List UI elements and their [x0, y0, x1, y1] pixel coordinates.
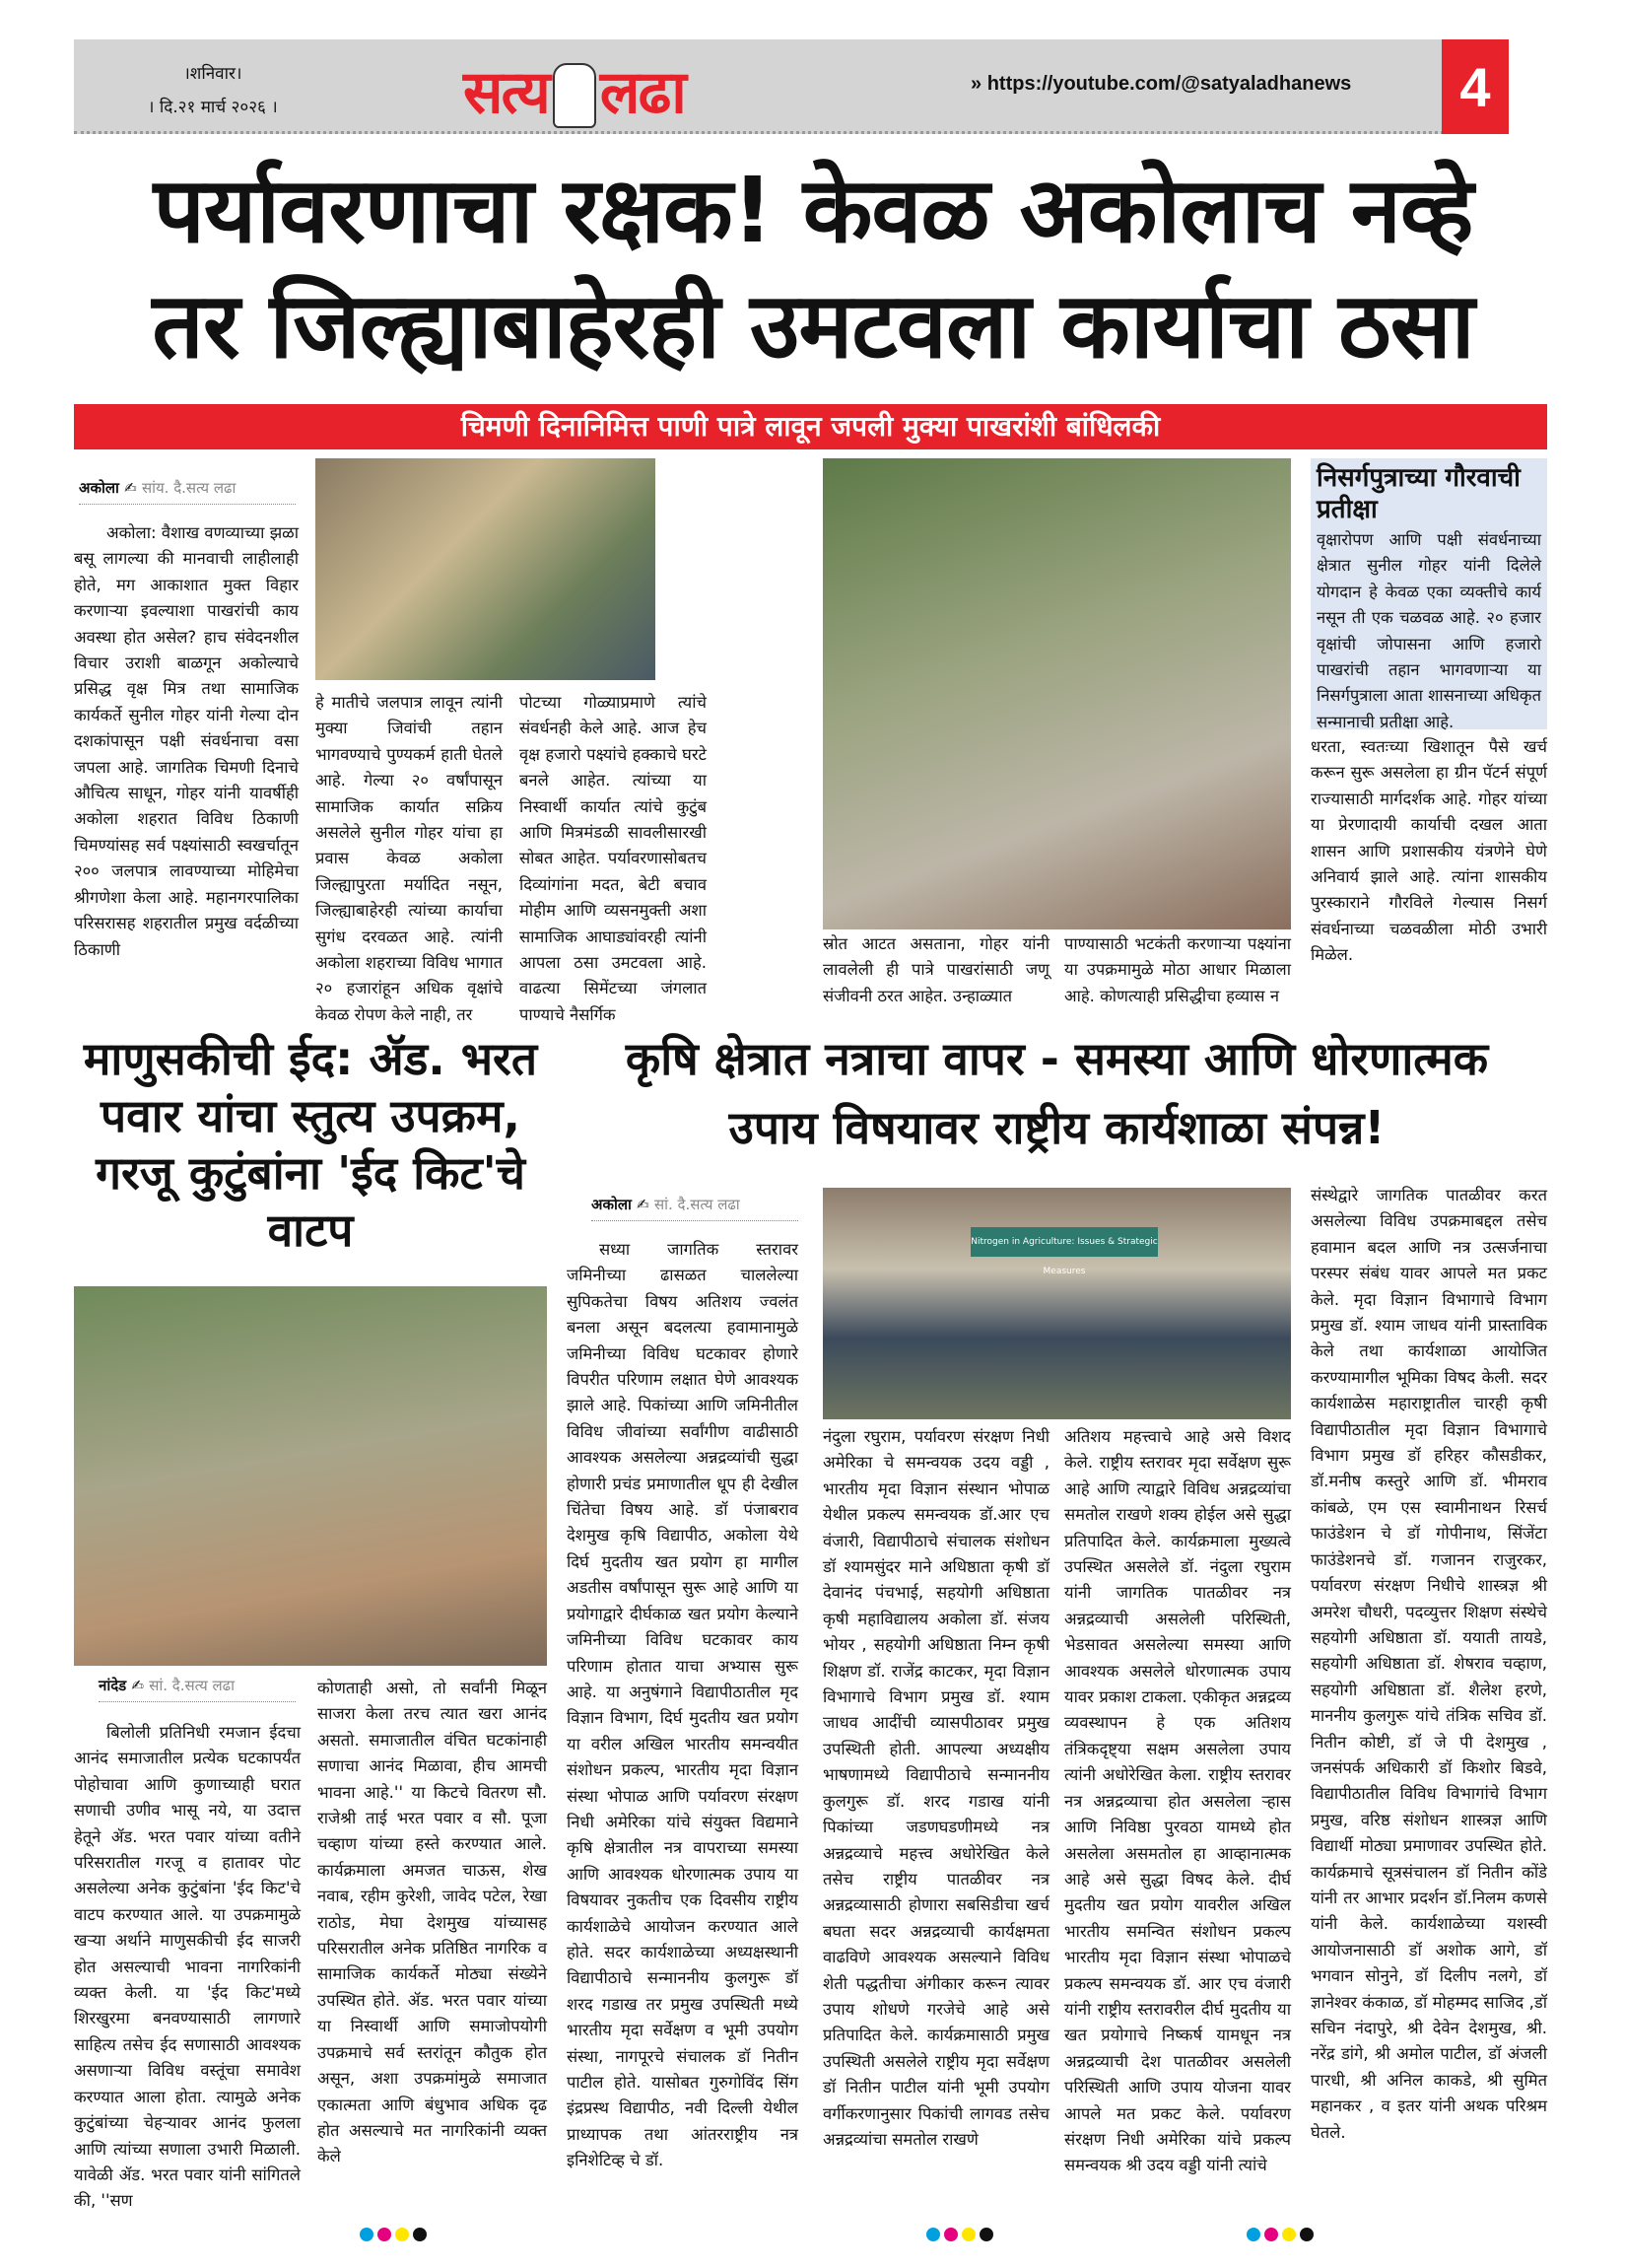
headline-line-2: तर जिल्ह्याबाहेरही उमटवला कार्याचा ठसा — [152, 273, 1474, 378]
workshop-banner: Nitrogen in Agriculture: Issues & Strategic Measures — [971, 1227, 1158, 1257]
photo-gohar-family — [315, 458, 655, 680]
subheadline-banner: चिमणी दिनानिमित्त पाणी पात्रे लावून जपली मुक्या पाखरांशी बांधिलकी — [74, 404, 1547, 449]
article-column: हे मातीचे जलपात्र लावून त्यांनी मुक्या जिवांची तहान भागवण्याचे पुण्यकर्म हाती घेतले आहे. गेल्या २० वर्षांपासून सामाजिक कार्यात सक्रिय असलेले सुनील गोहर यांचा हा प्रवास केवळ अकोला जिल्ह्यापुरता मर्यादित नसून, जिल्ह्याबाहेरही त्यांच्या कार्याचा सुगंध दरवळत आहे. त्यांनी अकोला शहराच्या विविध भागात २० हजारांहून अधिक वृक्षांचे केवळ रोपण केले नाही, तर — [315, 693, 503, 1024]
article2-headline: माणुसकीची ईद: ॲड. भरत पवार यांचा स्तुत्य उपक्रम, गरजू कुटुंबांना 'ईद किट'चे वाटप — [83, 1032, 538, 1257]
byline: अकोला ✍ सां. दै.सत्य लढा — [591, 1195, 798, 1221]
double-chevron-icon: » — [971, 73, 987, 95]
photo-workshop — [823, 1188, 1291, 1419]
sidebar-body: धरता, स्वतःच्या खिशातून पैसे खर्च करून सुरू असलेला हा ग्रीन पॅटर्न संपूर्ण राज्यासाठी मार्गदर्शक आहे. गोहर यांच्या या प्रेरणादायी कार्याची दखल आता शासन आणि प्रशासकीय यंत्रणेने घेणे अनिवार्य झाले आहे. त्यांना शासकीय पुरस्काराने गौरविले गेल्यास निसर्ग संवर्धनाच्या चळवळीला मोठी उभारी मिळेल. — [1311, 737, 1547, 965]
article3-headline-line-1: कृषि क्षेत्रात नत्राचा वापर - समस्या आणि धोरणात्मक — [625, 1032, 1489, 1085]
sidebar-title: निसर्गपुत्राच्या गौरवाची प्रतीक्षा — [1317, 463, 1521, 524]
youtube-url: https://youtube.com/@satyaladhanews — [986, 73, 1352, 95]
article-column: स्रोत आटत असताना, गोहर यांनी लावलेली ही पात्रे पाखरांसाठी जणू संजीवनी ठरत आहेत. उन्हाळ्यात — [823, 934, 1049, 1005]
page-number: 4 — [1442, 39, 1509, 134]
article-column: संस्थेद्वारे जागतिक पातळीवर करत असलेल्या विविध उपक्रमाबद्दल तसेच हवामान बदल आणि नत्र उत्सर्जनाचा परस्पर संबंध यावर आपले मत प्रकट केले. मृदा विज्ञान विभागाचे विभाग प्रमुख डॉ. श्याम जाधव यांनी प्रास्ताविक केले तथा कार्यशाळा आयोजित करण्यामागील भूमिका विषद केली. सदर कार्यशाळेस महाराष्ट्रातील चारही कृषी विद्यापीठातील मृदा विज्ञान विभागाचे विभाग प्रमुख डॉ हरिहर कौसडीकर, डॉ.मनीष कस्तुरे आणि डॉ. भीमराव कांबळे, एम एस स्वामीनाथन रिसर्च फाउंडेशन चे डॉ गोपीनाथ, सिंजेंटा फाउंडेशनचे डॉ. गजानन राजुरकर, पर्यावरण संरक्षण निधीचे शास्त्रज्ञ श्री अमरेश चौधरी, पदव्युत्तर शिक्षण संस्थेचे सहयोगी अधिष्ठाता डॉ. ययाती तायडे, सहयोगी अधिष्ठाता डॉ. शेषराव चव्हाण, सहयोगी अधिष्ठाता डॉ. शैलेश हरणे, माननीय कुलगुरू यांचे तंत्रिक सचिव डॉ. नितीन कोष्टी, डॉ जे पी देशमुख , जनसंपर्क अधिकारी डॉ किशोर बिडवे, विद्यापीठातील विविध विभागांचे विभाग प्रमुख, वरिष्ठ संशोधन शास्त्रज्ञ आणि विद्यार्थी मोठ्या प्रमाणावर उपस्थित होते. कार्यक्रमाचे सूत्रसंचालन डॉ नितीन कोंडे यांनी तर आभार प्रदर्शन डॉ.निलम कणसे यांनी केले. कार्यशाळेच्या यशस्वी आयोजनासाठी डॉ अशोक आगे, डॉ भगवान सोनुने, डॉ दिलीप नलगे, डॉ ज्ञानेश्वर कंकाळ, डॉ मोहम्मद साजिद ,डॉ सचिन नंदापुरे, श्री देवेन देशमुख, श्री. नरेंद्र डांगे, श्री अमोल पाटील, डॉ अंजली पारधी, श्री अनिल काकडे, श्री सुमित महानकर , व इतर यांनी अथक परिश्रम घेतले. — [1311, 1186, 1547, 2142]
article-column: नंदुला रघुराम, पर्यावरण संरक्षण निधी अमेरिका चे समन्वयक उदय वड्डी , भारतीय मृदा विज्ञान संस्थान भोपाळ येथील प्रकल्प समन्वयक डॉ.आर एच वंजारी, विद्यापीठाचे संचालक संशोधन डॉ श्यामसुंदर माने अधिष्ठाता कृषी डॉ देवानंद पंचभाई, सहयोगी अधिष्ठाता कृषी महाविद्यालय अकोला डॉ. संजय भोयर , सहयोगी अधिष्ठाता निम्न कृषी शिक्षण डॉ. राजेंद्र काटकर, मृदा विज्ञान विभागाचे विभाग प्रमुख डॉ. श्याम जाधव आदींची व्यासपीठावर प्रमुख उपस्थिती होती. आपल्या अध्यक्षीय भाषणामध्ये विद्यापीठाचे सन्माननीय कुलगुरू डॉ. शरद गडाख यांनी पिकांच्या जडणघडणीमध्ये नत्र अन्नद्रव्याचे महत्त्व अधोरेखित केले तसेच राष्ट्रीय पातळीवर नत्र अन्नद्रव्यासाठी होणारा सबसिडीचा खर्च बघता सदर अन्नद्रव्याची कार्यक्षमता वाढविणे आवश्यक असल्याने विविध शेती पद्धतीचा अंगीकार करून त्यावर उपाय शोधणे गरजेचे आहे असे प्रतिपादित केले. कार्यक्रमासाठी प्रमुख उपस्थिती असलेले राष्ट्रीय मृदा सर्वेक्षण डॉ नितीन पाटील यांनी भूमी उपयोग वर्गीकरणानुसार पिकांची लागवड तसेच अन्नद्रव्यांचा समतोल राखणे — [823, 1427, 1049, 2149]
article3-headline-line-2: उपाय विषयावर राष्ट्रीय कार्यशाळा संपन्न! — [728, 1101, 1386, 1154]
photo-tree-waterpot — [823, 458, 1291, 929]
article-column: अकोला: वैशाख वणव्याच्या झळा बसू लागल्या की मानवाची लाहीलाही होते, मग आकाशात मुक्त विहार करणाऱ्या इवल्याशा पाखरांची काय अवस्था होत असेल? हाच संवेदनशील विचार उराशी बाळगून अकोल्याचे प्रसिद्ध वृक्ष मित्र तथा सामाजिक कार्यकर्ते सुनील गोहर यांनी गेल्या दोन दशकांपासून पक्षी संवर्धनाचा वसा जपला आहे. जागतिक चिमणी दिनाचे औचित्य साधून, गोहर यांनी यावर्षीही अकोला शहरात विविध ठिकाणी चिमण्यांसह सर्व पक्ष्यांसाठी स्वखर्चातून २०० जलपात्र लावण्याच्या मोहिमेचा श्रीगणेशा केला आहे. महानगरपालिका परिसरासह शहरातील प्रमुख वर्दळीच्या ठिकाणी — [74, 523, 299, 959]
day-label: ।शनिवार। — [183, 64, 242, 84]
masthead-date — [148, 57, 278, 124]
article-column: पोटच्या गोळ्याप्रमाणे त्यांचे संवर्धनही केले आहे. आज हेच वृक्ष हजारो पक्ष्यांचे हक्काचे घरटे बनले आहेत. त्यांच्या या निस्वार्थी कार्यात त्यांचे कुटुंब आणि मित्रमंडळी सावलीसारखी सोबत आहेत. पर्यावरणासोबतच दिव्यांगांना मदत, बेटी बचाव मोहीम आणि व्यसनमुक्ती अशा सामाजिक आघाड्यांवरही त्यांनी आपला ठसा उमटवला आहे. वाढत्या सिमेंटच्या जंगलात पाण्याचे नैसर्गिक — [519, 693, 707, 1024]
article-column: अतिशय महत्त्वाचे आहे असे विशद केले. राष्ट्रीय स्तरावर मृदा सर्वेक्षण सुरू आहे आणि त्याद्वारे विविध अन्नद्रव्यांचा समतोल राखणे शक्य होईल असे सुद्धा प्रतिपादित केले. कार्यक्रमाला मुख्यत्वे उपस्थित असलेले डॉ. नंदुला रघुराम यांनी जागतिक पातळीवर नत्र अन्नद्रव्याची असलेली परिस्थिती, भेडसावत असलेल्या समस्या आणि आवश्यक असलेले धोरणात्मक उपाय यावर प्रकाश टाकला. एकीकृत अन्नद्रव्य व्यवस्थापन हे एक अतिशय तंत्रिकदृष्ट्या सक्षम असलेला उपाय त्यांनी अधोरेखित केला. राष्ट्रीय स्तरावर नत्र अन्नद्रव्याचा होत असलेला ऱ्हास आणि निविष्ठा पुरवठा यामध्ये होत असलेला असमतोल हा आव्हानात्मक आहे असे सुद्धा विषद केले. दीर्घ मुदतीय खत प्रयोग यावरील अखिल भारतीय समन्वित संशोधन प्रकल्प भारतीय मृदा विज्ञान संस्था भोपाळचे प्रकल्प समन्वयक डॉ. आर एच वंजारी यांनी राष्ट्रीय स्तरावरील दीर्घ मुदतीय या खत प्रयोगाचे निष्कर्ष यामधून नत्र अन्नद्रव्याची देश पातळीवर असलेली परिस्थिती आणि उपाय योजना यावर आपले मत प्रकट केले. पर्यावरण संरक्षण निधी अमेरिका यांचे प्रकल्प समन्वयक श्री उदय वड्डी यांनी त्यांचे — [1064, 1427, 1291, 2175]
sidebar-highlight: वृक्षारोपण आणि पक्षी संवर्धनाच्या क्षेत्रात सुनील गोहर यांनी दिलेले योगदान हे केवळ एका व्यक्तीचे कार्य नसून ती एक चळवळ आहे. २० हजार वृक्षांची जोपासना आणि हजारो पाखरांची तहान भागवणाऱ्या या निसर्गपुत्राला आता शासनाच्या अधिकृत सन्मानाची प्रतीक्षा आहे. — [1317, 530, 1541, 731]
registration-marks — [926, 2228, 993, 2241]
headline-line-1: पर्यावरणाचा रक्षक! केवळ अकोलाच नव्हे — [153, 158, 1473, 263]
byline: अकोला ✍ सांय. दै.सत्य लढा — [79, 478, 296, 505]
newspaper-logo: सत्य लढा — [463, 58, 685, 127]
byline: नांदेड ✍ सां. दै.सत्य लढा — [99, 1676, 296, 1702]
date-label: । दि.२१ मार्च २०२६ । — [148, 98, 278, 117]
article-column: बिलोली प्रतिनिधी रमजान ईदचा आनंद समाजातील प्रत्येक घटकापर्यंत पोहोचावा आणि कुणाच्याही घरात सणाची उणीव भासू नये, या उदात्त हेतूने ॲड. भरत पवार यांच्या वतीने परिसरातील गरजू व हातावर पोट असलेल्या अनेक कुटुंबांना 'ईद किट'चे वाटप करण्यात आले. या उपक्रमामुळे खऱ्या अर्थाने माणुसकीची ईद साजरी होत असल्याची भावना नागरिकांनी व्यक्त केली. या 'ईद किट'मध्ये शिरखुरमा बनवण्यासाठी लागणारे साहित्य तसेच ईद सणासाठी आवश्यक असणाऱ्या विविध वस्तूंचा समावेश करण्यात आला होता. त्यामुळे अनेक कुटुंबांच्या चेहऱ्यावर आनंद फुलला आणि त्यांच्या सणाला उभारी मिळाली. यावेळी ॲड. भरत पवार यांनी सांगितले की, ''सण — [74, 1723, 301, 2211]
fist-icon — [553, 63, 596, 128]
article-column: सध्या जागतिक स्तरावर जमिनीच्या ढासळत चाललेल्या सुपिकतेचा विषय अतिशय ज्वलंत बनला असून बदलत्या हवामानामुळे जमिनीच्या विविध घटकावर होणारे विपरीत परिणाम लक्षात घेणे आवश्यक झाले आहे. पिकांच्या आणि जमिनीतील विविध जीवांच्या सर्वांगीण वाढीसाठी आवश्यक असलेल्या अन्नद्रव्यांची सुद्धा होणारी प्रचंड प्रमाणातील धूप ही देखील चिंतेचा विषय आहे. डॉ पंजाबराव देशमुख कृषि विद्यापीठ, अकोला येथे दिर्घ मुदतीय खत प्रयोग हा मागील अडतीस वर्षांपासून सुरू आहे आणि या प्रयोगाद्वारे दीर्घकाळ खत प्रयोग केल्याने जमिनीच्या विविध घटकावर काय परिणाम होतात याचा अभ्यास सुरू आहे. या अनुषंगाने विद्यापीठातील मृद विज्ञान विभाग, दिर्घ मुदतीय खत प्रयोग या वरील अखिल भारतीय समन्वयीत संशोधन प्रकल्प, भारतीय मृदा विज्ञान संस्था भोपाळ आणि पर्यावरण संरक्षण निधी अमेरिका यांचे संयुक्त विद्यमाने कृषि क्षेत्रातील नत्र वापराच्या समस्या आणि आवश्यक धोरणात्मक उपाय या विषयावर नुकतीच एक दिवसीय राष्ट्रीय कार्यशाळेचे आयोजन करण्यात आले होते. सदर कार्यशाळेच्या अध्यक्षस्थानी विद्यापीठाचे सन्माननीय कुलगुरू डॉ शरद गडाख तर प्रमुख उपस्थिती मध्ये भारतीय मृदा सर्वेक्षण व भूमी उपयोग संस्था, नागपूरचे संचालक डॉ नितीन पाटील होते. यासोबत गुरुगोविंद सिंग इंद्रप्रस्थ विद्यापीठ, नवी दिल्ली येथील प्राध्यापक तथा आंतरराष्ट्रीय नत्र इनिशेटिव्ह चे डॉ. — [567, 1240, 798, 2170]
registration-marks — [1247, 2228, 1314, 2241]
article-column: कोणताही असो, तो सर्वांनी मिळून साजरा केला तरच त्यात खरा आनंद असतो. समाजातील वंचित घटकांनाही सणाचा आनंद मिळावा, हीच आमची भावना आहे.'' या किटचे वितरण सौ. राजेश्री ताई भरत पवार व सौ. पूजा चव्हाण यांच्या हस्ते करण्यात आले. कार्यक्रमाला अमजत चाऊस, शेख नवाब, रहीम कुरेशी, जावेद पटेल, रेखा राठोड, मेघा देशमुख यांच्यासह परिसरातील अनेक प्रतिष्ठित नागरिक व सामाजिक कार्यकर्ते मोठ्या संख्येने उपस्थित होते. ॲड. भरत पवार यांच्या या निस्वार्थी आणि समाजोपयोगी उपक्रमाचे सर्व स्तरांतून कौतुक होत असून, अशा उपक्रमांमुळे समाजात एकात्मता आणि बंधुभाव अधिक दृढ होत असल्याचे मत नागरिकांनी व्यक्त केले — [317, 1679, 547, 2166]
article-column: पाण्यासाठी भटकंती करणाऱ्या पक्ष्यांना या उपक्रमामुळे मोठा आधार मिळाला आहे. कोणत्याही प्रसिद्धीचा हव्यास न — [1064, 934, 1291, 1005]
sidebar-box — [1311, 458, 1547, 729]
youtube-link[interactable] — [971, 73, 1351, 96]
registration-marks — [360, 2228, 427, 2241]
photo-eid-kit — [74, 1286, 547, 1666]
